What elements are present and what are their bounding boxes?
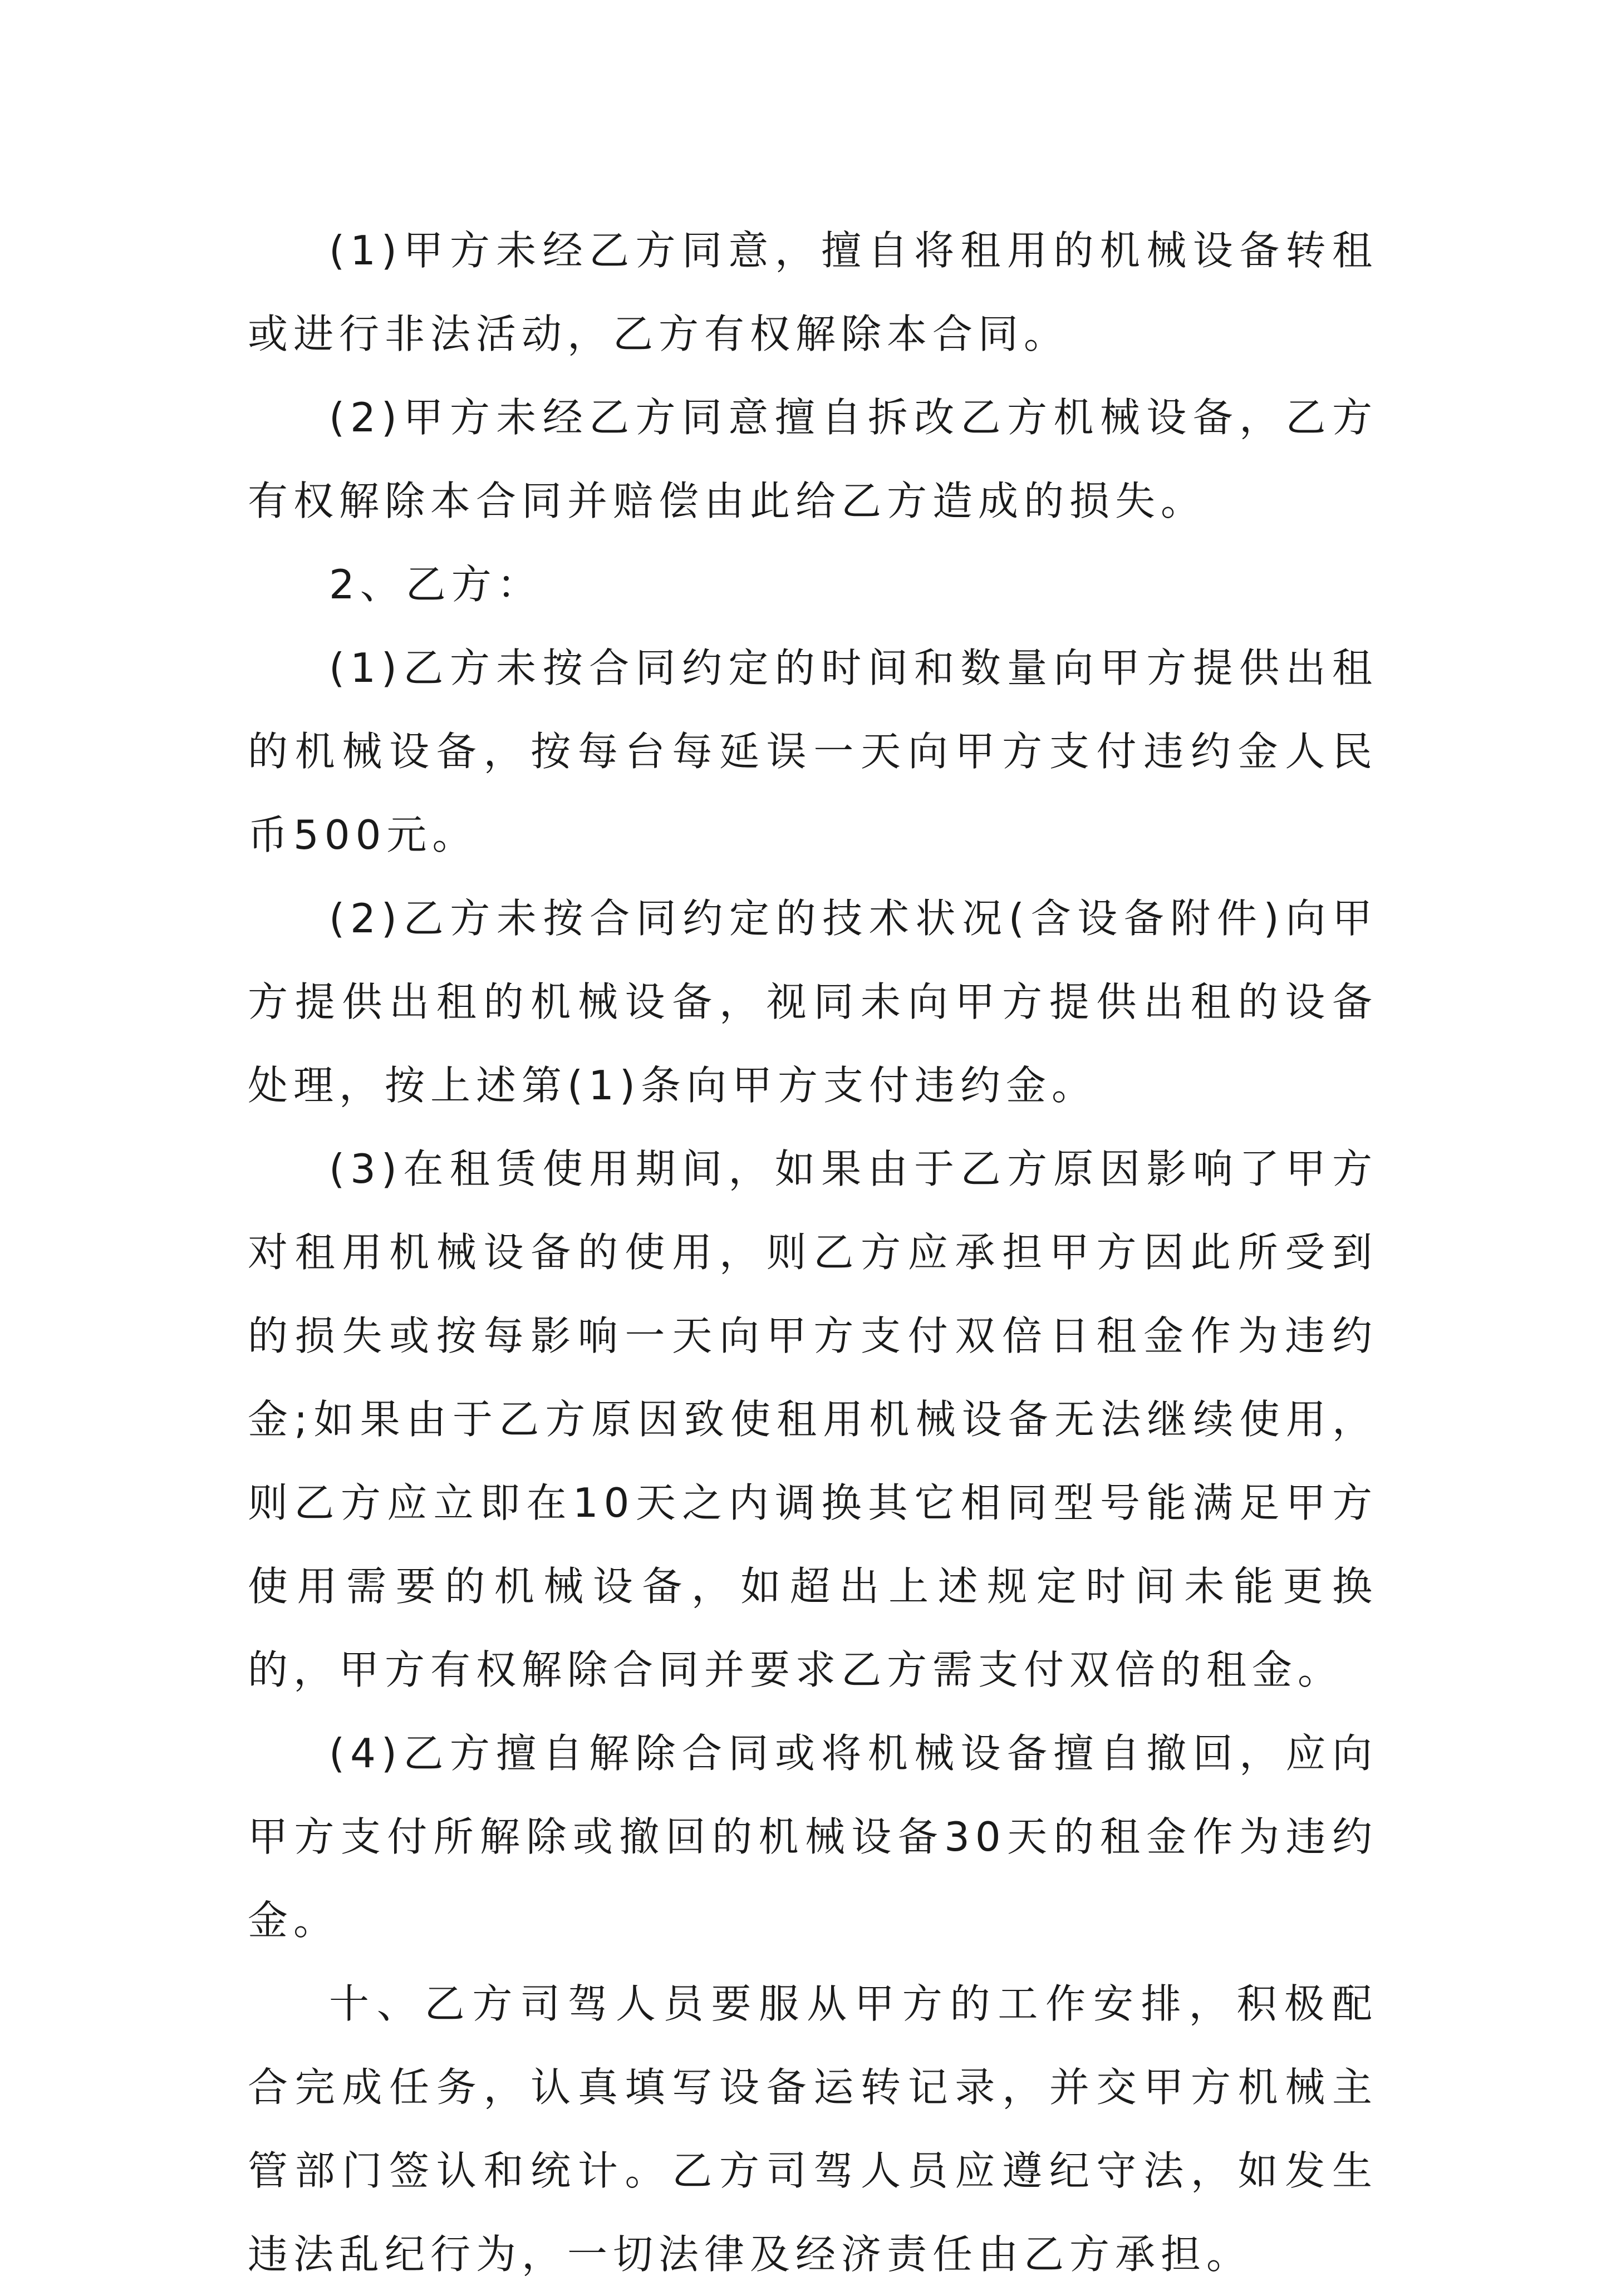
paragraph-1a: (1)甲方未经乙方同意，擅自将租用的机械设备转租或进行非法活动，乙方有权解除本合同。 (248, 227, 1378, 357)
document-body (248, 209, 1378, 2296)
section-2-heading: 2、乙方： (329, 561, 543, 608)
article-10: 十、乙方司驾人员要服从甲方的工作安排，积极配合完成任务，认真填写设备运转记录，并交甲方机械主管部门签认和统计。乙方司驾人员应遵纪守法，如发生违法乱纪行为，一切法律及经济责任由乙方承担。 (248, 1980, 1378, 2278)
paragraph-2d: (4)乙方擅自解除合同或将机械设备擅自撤回，应向甲方支付所解除或撤回的机械设备30天的租金作为违约金。 (248, 1730, 1378, 1944)
paragraph-2b: (2)乙方未按合同约定的技术状况(含设备附件)向甲方提供出租的机械设备，视同未向甲方提供出租的设备处理，按上述第(1)条向甲方支付违约金。 (248, 895, 1378, 1109)
paragraph-2c: (3)在租赁使用期间，如果由于乙方原因影响了甲方对租用机械设备的使用，则乙方应承担甲方因此所受到的损失或按每影响一天向甲方支付双倍日租金作为违约金;如果由于乙方原因致使租用机械设备无法继续使用，则乙方应立即在10天之内调换其它相同型号能满足甲方使用需要的机械设备，如超出上述规定时间未能更换的，甲方有权解除合同并要求乙方需支付双倍的租金。 (248, 1145, 1378, 1693)
paragraph-1b: (2)甲方未经乙方同意擅自拆改乙方机械设备，乙方有权解除本合同并赔偿由此给乙方造成的损失。 (248, 394, 1378, 524)
paragraph-2a: (1)乙方未按合同约定的时间和数量向甲方提供出租的机械设备，按每台每延误一天向甲方支付违约金人民币500元。 (248, 645, 1378, 858)
